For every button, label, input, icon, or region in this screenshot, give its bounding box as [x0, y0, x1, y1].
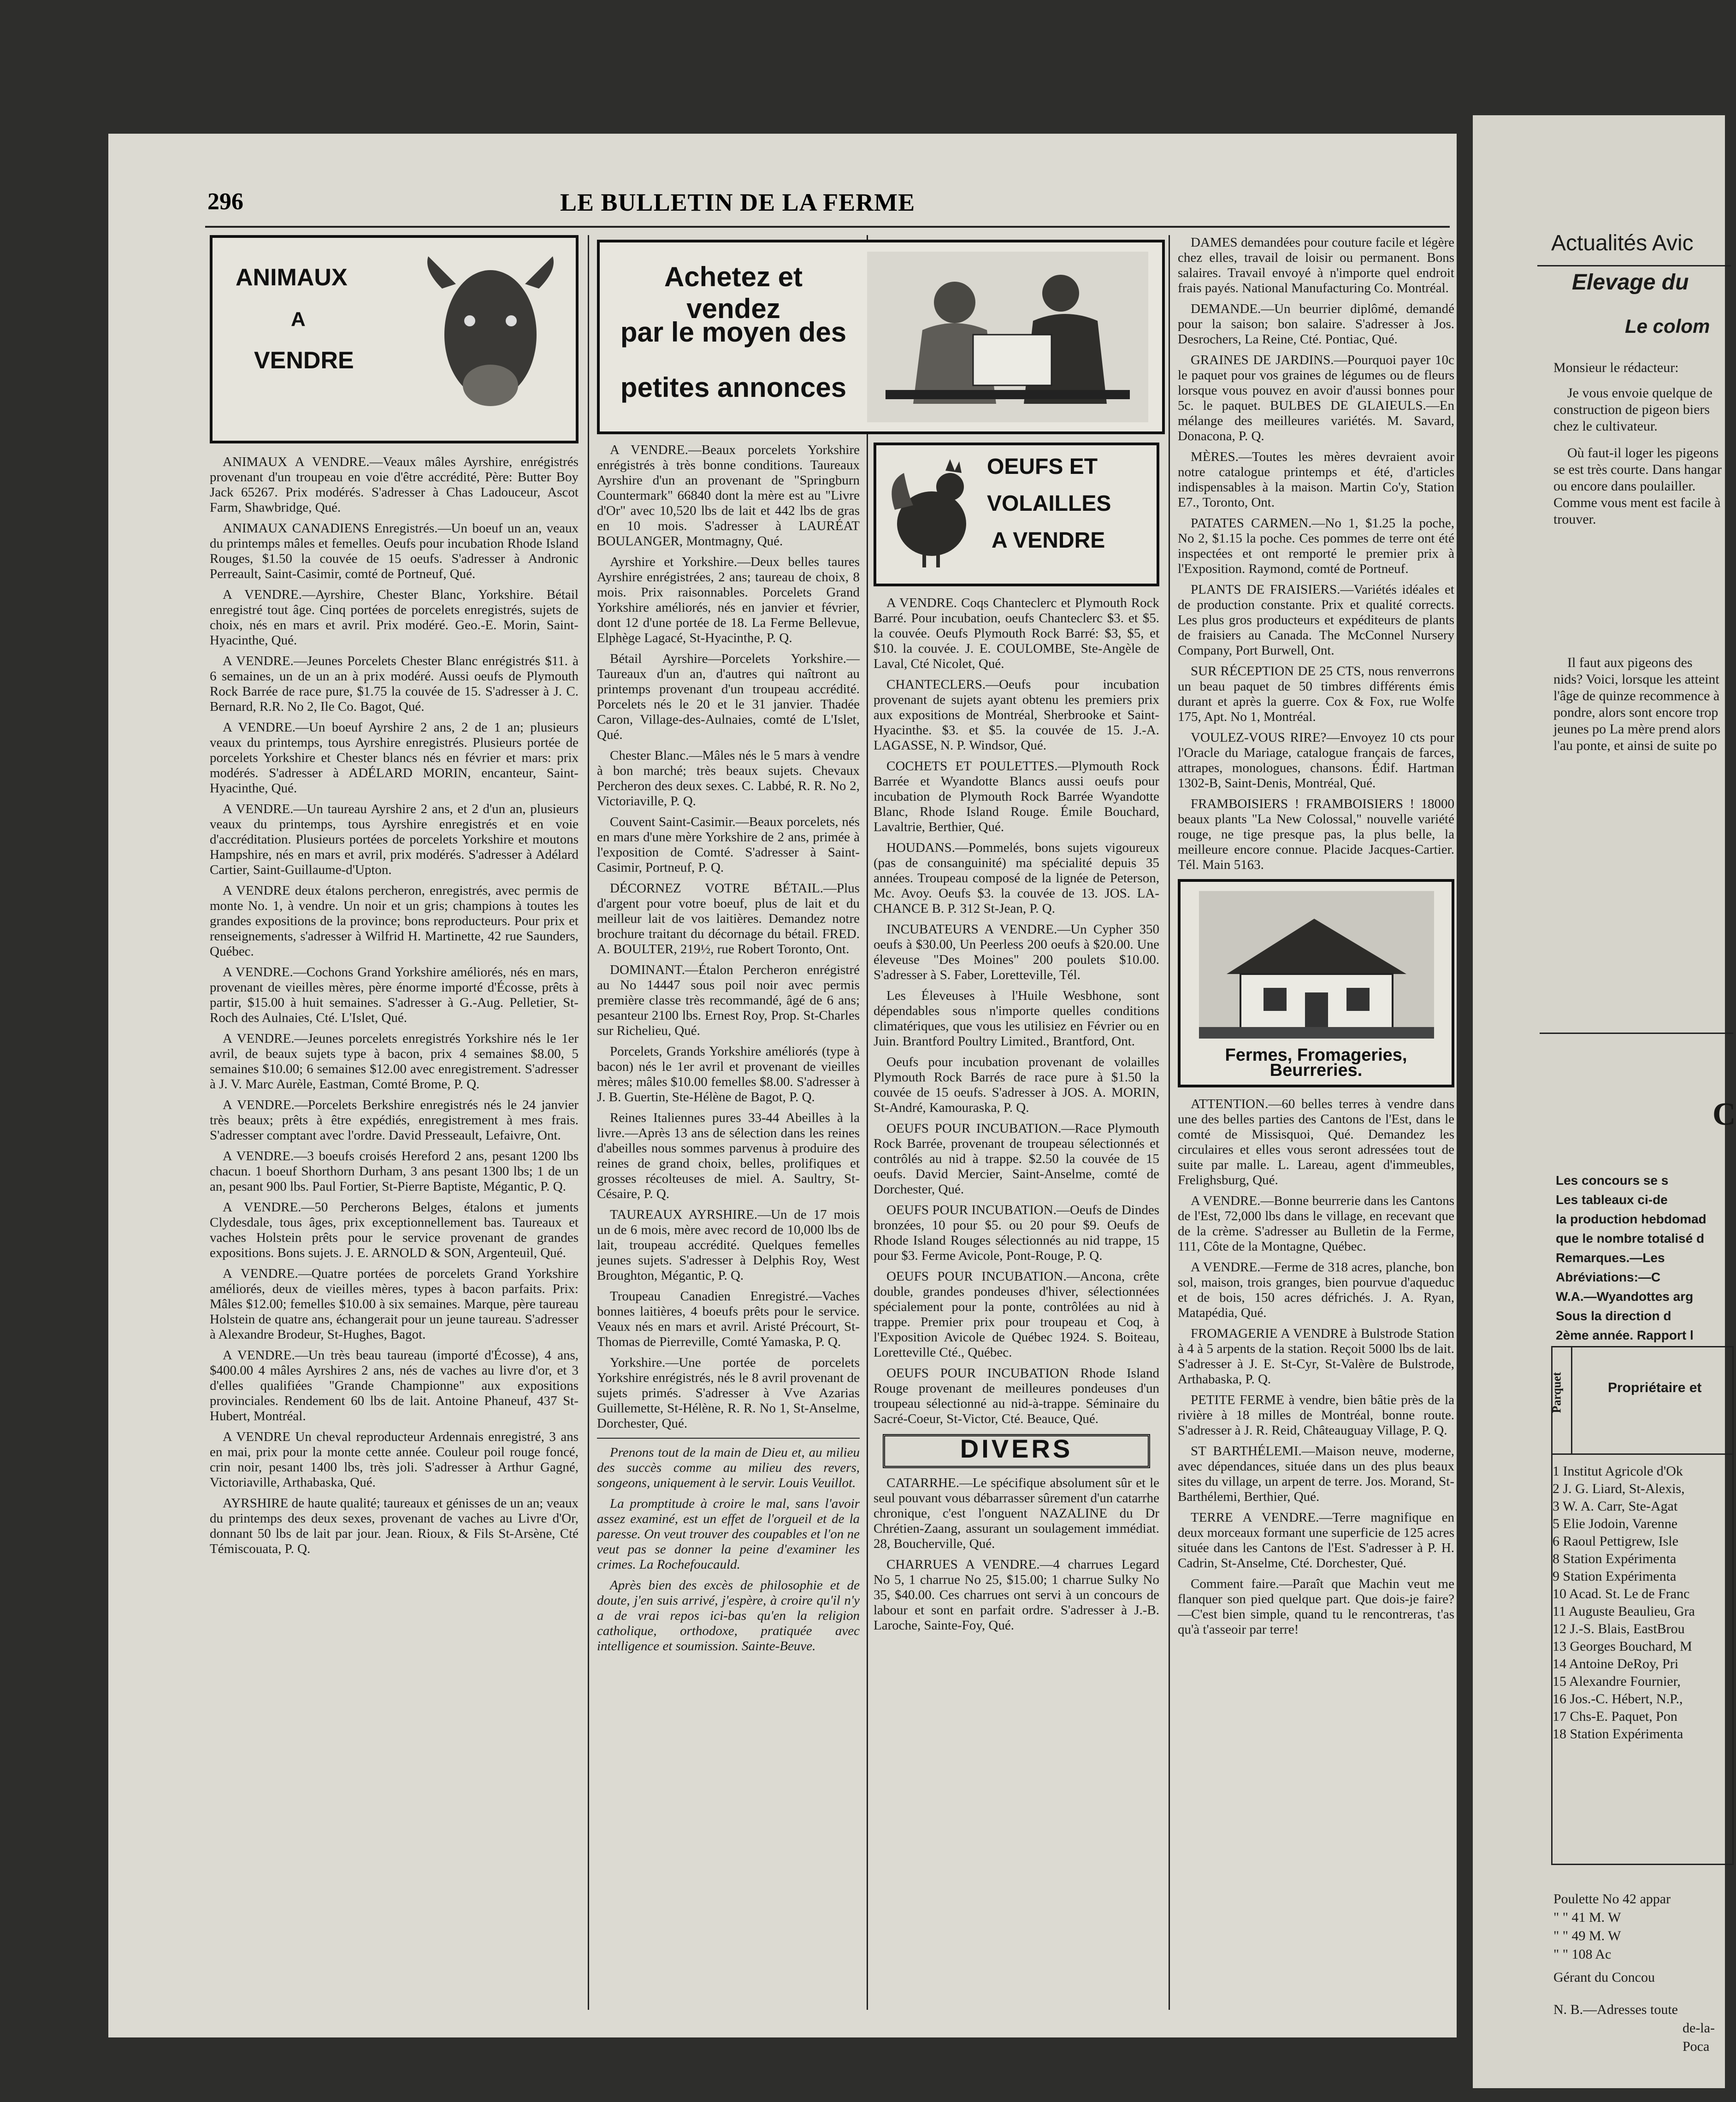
classified-ad: PLANTS DE FRAISIERS.—Variétés idéales et de production constante. Prix et qualité corrects. Les plus gros producteurs et expéditeurs de plants de fraisiers au Canada. The McConnel Nursery Company, Port Burwell, Ont.: [1178, 582, 1454, 658]
classified-ad: Reines Italiennes pures 33-44 Abeilles à la livre.—Après 13 ans de sélection dans les reines d'abeilles nous sommes parvenus à produire des reines de grand choix, belles, prolifiques et grosses récolteuses de miel. A. Saultry, St-Césaire, P. Q.: [597, 1110, 860, 1201]
classified-ad: TAUREAUX AYRSHIRE.—Un de 17 mois un de 6 mois, mère avec record de 10,000 lbs de lait, troupeau accrédité. Quelques femelles jeunes sujets. S'adresser à Delphis Roy, West Broughton, Mégantic, P. Q.: [597, 1207, 860, 1283]
classified-ad: A VENDRE deux étalons percheron, enregistrés, avec permis de monte No. 1, à vendre. Un noir et un gris; champions à toutes les grandes expositions de la province; bons reproducteurs. Pour prix et renseignements, s'adresser à Wilfrid H. Martinette, 42 rue Saunders, Québec.: [210, 883, 579, 959]
classified-ad: A VENDRE.—3 boeufs croisés Hereford 2 ans, pesant 1200 lbs chacun. 1 boeuf Shorthorn Durham, 3 ans pesant 1300 lbs; 1 de un an, pesant 900 lbs. Paul Fortier, St-Pierre Baptiste, Mégantic, P. Q.: [210, 1149, 579, 1194]
couple-reading-illustration: [867, 252, 1148, 422]
classified-ad: A VENDRE.—50 Percherons Belges, étalons et juments Clydesdale, tous âges, prix exceptionnellement bas. Taureaux et vaches Holstein prêts pour le service provenant de grandes expositions. Bons sujets. J. E. ARNOLD & SON, Argenteuil, Qué.: [210, 1200, 579, 1260]
classified-ad: INCUBATEURS A VENDRE.—Un Cypher 350 oeufs à $30.00, Un Peerless 200 oeufs à $20.00. Une éleveuse "Des Moines" 200 poulets $10.00. S'adresser à S. Faber, Loretteville, Tél.: [874, 922, 1159, 982]
table-row: 14 Antoine DeRoy, Pri: [1553, 1656, 1679, 1671]
classified-ad: GRAINES DE JARDINS.—Pourquoi payer 10c le paquet pour vos graines de légumes ou de fleurs lorsque vous pouvez en avoir d'aussi bonnes pour 5c. le paquet. BULBES DE GLAIEULS.—En mélange des meilleures variétés. M. Savard, Donacona, P. Q.: [1178, 353, 1454, 443]
classified-ad: A VENDRE.—Bonne beurrerie dans les Cantons de l'Est, 72,000 lbs dans le village, en recevant que de la crème. S'adresser au Bulletin de la Ferme, 111, Côte de la Montagne, Québec.: [1178, 1193, 1454, 1254]
table-row: 18 Station Expérimenta: [1553, 1726, 1683, 1742]
classified-ad: Les Éleveuses à l'Huile Wesbhone, sont dépendables sous n'importe quelles conditions climatériques, que vous les utilisiez en Février ou en Juin. Brantford Poultry Limited., Brantford, Ont.: [874, 988, 1159, 1049]
classified-ad: AYRSHIRE de haute qualité; taureaux et génisses de un an; veaux du printemps des deux sexes, provenant de vaches au Livre d'Or, donnant 50 lbs de lait par jour. Jean. Rioux, & Fils St-Arsène, Cté Témiscouata, P. Q.: [210, 1496, 579, 1556]
table-row: 6 Raoul Pettigrew, Isle: [1553, 1534, 1679, 1549]
table-row: 15 Alexandre Fournier,: [1553, 1674, 1681, 1689]
classified-ad: MÈRES.—Toutes les mères devraient avoir notre catalogue printemps et été, d'articles indispensables à la maison. Martin Co'y, Station E7., Toronto, Ont.: [1178, 449, 1454, 510]
table-row: 2 J. G. Liard, St-Alexis,: [1553, 1481, 1685, 1496]
table-row: 10 Acad. St. Le de Franc: [1553, 1586, 1690, 1601]
classified-ad: PATATES CARMEN.—No 1, $1.25 la poche, No 2, $1.15 la poche. Ces pommes de terre ont été inspectées et ont remporté le premier prix à l'Exposition. Raymond, comté de Portneuf.: [1178, 516, 1454, 576]
classified-ad: A VENDRE.—Un très beau taureau (importé d'Écosse), 4 ans, $400.00 4 mâles Ayrshires 2 ans, nés de vaches au livre d'or, et 3 d'elles qualifiées "Grande Championne" aux expositions provinciales. Rendement 60 lbs de lait. Antoine Phaneuf, 437 St-Hubert, Montréal.: [210, 1348, 579, 1423]
classified-ad: OEUFS POUR INCUBATION.—Race Plymouth Rock Barrée, provenant de troupeau sélectionnés et contrôlés au nid à trappe. $2.50 la couvée de 15 oeufs. David Mercier, Saint-Anselme, comté de Dorchester, Qué.: [874, 1121, 1159, 1197]
classified-ad: DÉCORNEZ VOTRE BÉTAIL.—Plus d'argent pour votre boeuf, plus de lait et du meilleur lait de vos laitières. Demandez notre brochure traitant du décornage du bétail. FRED. A. BOULTER, 219½, rue Robert Toronto, Ont.: [597, 881, 860, 957]
classified-ad: A VENDRE.—Porcelets Berkshire enregistrés nés le 24 janvier très beaux; prêts à être expédiés, enregistrement à mes frais. S'adresser comptant avec l'ordre. David Presseault, Lefaivre, Ont.: [210, 1098, 579, 1143]
column-rule: [1169, 235, 1170, 2010]
adjacent-page: Actualités Avic Elevage du Le colom Monsieur le rédacteur: Je vous envoie quelque de construction de pigeon biers chez le cultivateur. Où faut-il loger les pigeons se est très courte. Dans hangar ou encore dans poulailler. Comme vous ment est facile à trouver. Il faut aux pigeons des nids? Voici, lorsque les atteint l'âge de quinze recommence à pondre, alors sont encore trop jeunes po La mère prend alors l'au ponte, et ainsi de suite po C Les concours se s Les tableaux ci-de la production hebdomad que le nombre totalisé d Remarques.—Les Abréviations:—C W.A.—Wyandottes arg Sous la direction d 2ème année. Rapport l Parquet Propriétaire et 1 Institut Agricole d'Ok 2 J. G. Liard, St-Alexis, 3 W. A. Carr, Ste-Agat 5 Elie Jodoin, Varenne 6 Raoul Pettigrew, Isle 8 Station Expérimenta 9 Station Expérimenta 10 Acad. St. Le de Franc 11 Auguste Beaulieu, Gra 12 J.-S. Blais, EastBrou 13 Georges Bouchard, M 14 Antoine DeRoy, Pri 15 Alexandre Fournier, 16 Jos.-C. Hébert, N.P., 17 Chs-E. Paquet, Pon 18 Station Expérimenta Poulette No 42 appar " " 41 M. W " " 49 M. W " " 108 Ac Gérant du Concou N. B.—Adresses toute de-la-Poca: [1473, 115, 1725, 2088]
classified-ad: A VENDRE.—Un taureau Ayrshire 2 ans, et 2 d'un an, plusieurs veaux du printemps, tous Ayrshire enregistrés et en voie d'accréditation. Plusieurs portées de porcelets Yorkshire et moutons Hampshire, nés en mars et avril, prix modérés. S'adresser à Adélard Cartier, Saint-Guillaume-d'Upton.: [210, 802, 579, 877]
farmhouse-illustration: [1199, 891, 1434, 1039]
classified-ad: HOUDANS.—Pommelés, bons sujets vigoureux (pas de consanguinité) ma spécialité depuis 35 années. Troupeau composé de la lignée de Peterson, Mc. Avoy. Oeufs $3. la couvée de 13. JOS. LA-CHANCE B. P. 312 St-Jean, P. Q.: [874, 840, 1159, 916]
column-4: [1178, 235, 1454, 2010]
classified-ad: CATARRHE.—Le spécifique absolument sûr et le seul pouvant vous débarrasser sûrement d'un catarrhe chronique, c'est l'onguent NAZALINE du Dr Chrétien-Zaang, assurant un soulagement immédiat. 28, Boucherville, Qué.: [874, 1476, 1159, 1551]
header-rule: [205, 226, 1450, 228]
classified-ad: A VENDRE.—Un boeuf Ayrshire 2 ans, 2 de 1 an; plusieurs veaux du printemps, tous Ayrshire enregistrés. Plusieurs portée de porcelets Yorkshire et Chester blancs nés en février et mars: prix modérés. S'adresser à ADÉLARD MORIN, encanteur, Saint-Hyacinthe, Qué.: [210, 720, 579, 796]
table-row: 17 Chs-E. Paquet, Pon: [1553, 1709, 1677, 1724]
classified-ad: A VENDRE Un cheval reproducteur Ardennais enregistré, 3 ans en mai, prix pour la monte cette année. Couleur poil rouge foncé, crin noir, pesant 1400 lbs, très joli. S'adresser à Arthur Gagné, Victoriaville, Arthabaska, Qué.: [210, 1429, 579, 1490]
classified-ad: Après bien des excès de philosophie et de doute, j'en suis arrivé, j'espère, à croire qu'il n'y a de vrai repos ici-bas qu'en la religion catholique, orthodoxe, pratiquée avec intelligence et soumission. Sainte-Beuve.: [597, 1578, 860, 1653]
bull-head-icon: [424, 256, 557, 413]
classified-ad: OEUFS POUR INCUBATION Rhode Island Rouge provenant de meilleures pondeuses d'un troupeau sélectionné au nid-à-trappe. Séminaire du Sacré-Coeur, St-Victor, Cté. Beauce, Qué.: [874, 1366, 1159, 1426]
classified-ad: Yorkshire.—Une portée de porcelets Yorkshire enrégistrés, nés le 8 avril provenant de sujets primés. S'adresser à Vve Azarias Guillemette, St-Hélène, R. R. No 1, St-Anselme, Dorchester, Qué.: [597, 1355, 860, 1431]
table-rows: [1553, 1463, 1695, 1743]
classified-ad: Couvent Saint-Casimir.—Beaux porcelets, nés en mars d'une mère Yorkshire de 2 ans, primée à l'exposition de Comté. S'adresser à Saint-Casimir, Portneuf, P. Q.: [597, 815, 860, 875]
rooster-icon: [886, 455, 978, 570]
classified-ad: A VENDRE.—Ayrshire, Chester Blanc, Yorkshire. Bétail enregistré tout âge. Cinq portées de porcelets enregistrés, sujets de choix, nés en mars et avril. Prix modéré. Geo.-E. Morin, Saint-Hyacinthe, Qué.: [210, 587, 579, 648]
classified-ad: ANIMAUX CANADIENS Enregistrés.—Un boeuf un an, veaux du printemps mâles et femelles. Oeufs pour incubation Rhode Island Rouges, $1.50 la couvée de 15 oeufs. S'adresser à Andronic Perreault, Saint-Casimir, comté de Portneuf, Qué.: [210, 521, 579, 581]
classified-ad: Porcelets, Grands Yorkshire améliorés (type à bacon) nés le 1er avril et provenant de vieilles mères; mâles $10.00 femelles $8.00. S'adresser à J. B. Guertin, Ste-Hélène de Bagot, P. Q.: [597, 1044, 860, 1104]
classified-ad: Bétail Ayrshire—Porcelets Yorkshire.—Taureaux d'un an, d'autres qui naîtront au printemps provenant d'un troupeau accrédité. Porcelets nés le 20 et le 31 janvier. Thadée Caron, Village-des-Aulnaies, comté de L'Islet, Qué.: [597, 651, 860, 742]
classified-ad: A VENDRE.—Jeunes Porcelets Chester Blanc enrégistrés $11. à 6 semaines, un de un an à prix modéré. Aussi oeufs de Plymouth Rock Barrée de race pure, $1.75 la couvée de 15. S'adresser à J. C. Bernard, R.R. No 2, Ile Co. Bagot, Qué.: [210, 654, 579, 714]
newspaper-page: [108, 134, 1457, 2037]
table-row: 12 J.-S. Blais, EastBrou: [1553, 1621, 1685, 1636]
classified-ad: OEUFS POUR INCUBATION.—Oeufs de Dindes bronzées, 10 pour $5. ou 20 pour $9. Oeufs de Rhode Island Rouges sélectionnés au nid trappe, 15 pour $3. Ferme Avicole, Pont-Rouge, P. Q.: [874, 1203, 1159, 1263]
fermes-box: [1178, 879, 1454, 1087]
page-number: 296: [207, 189, 243, 215]
table-row: 5 Elie Jodoin, Varenne: [1553, 1516, 1678, 1531]
divers-box: DIVERS: [883, 1434, 1150, 1468]
classified-ad: CHANTECLERS.—Oeufs pour incubation provenant de sujets ayant obtenu les premiers prix aux expositions de Montréal, Sherbrooke et Saint-Hyacinthe. $3. et $5. la couvée de 15. J.-A. LAGASSE, N. P. Windsor, Qué.: [874, 677, 1159, 753]
classified-ad: FROMAGERIE A VENDRE à Bulstrode Station à 4 à 5 arpents de la station. Reçoit 5000 lbs de lait. S'adresser à J. E. St-Cyr, St-Valère de Bulstrode, Arthabaska, P. Q.: [1178, 1326, 1454, 1387]
classified-ad: CHARRUES A VENDRE.—4 charrues Legard No 5, 1 charrue No 25, $15.00; 1 charrue Sulky No 35, $40.00. Ces charrues ont servi à un concours de labour et sont en parfait ordre. S'adresser à J.-B. Laroche, Sainte-Foy, Qué.: [874, 1557, 1159, 1633]
petites-annonces-box: Achetez et vendez par le moyen des petites annonces: [597, 240, 1165, 434]
classified-ad: A VENDRE.—Jeunes porcelets enregistrés Yorkshire nés le 1er avril, de beaux sujets type à bacon, prix 4 semaines $8.00, 5 semaines $10.00; 6 semaines $12.00 avec enregistrement. S'adresser à J. V. Marc Aurèle, Eastman, Comté Brome, P. Q.: [210, 1031, 579, 1092]
classified-ad: Oeufs pour incubation provenant de volailles Plymouth Rock Barrés de race pure à $1.50 la couvée de 15 oeufs. S'adresser à JOS. A. MORIN, St-André, Kamouraska, P. Q.: [874, 1055, 1159, 1115]
table-row: 16 Jos.-C. Hébert, N.P.,: [1553, 1691, 1683, 1706]
table-row: 9 Station Expérimenta: [1553, 1569, 1677, 1584]
classified-ad: COCHETS ET POULETTES.—Plymouth Rock Barrée et Wyandotte Blancs aussi oeufs pour incubation de Plymouth Rock Barrée Wyandotte Blanc, Rhode Island Rouge. Émile Bouchard, Lavaltrie, Berthier, Qué.: [874, 759, 1159, 834]
table-row: 13 Georges Bouchard, M: [1553, 1639, 1692, 1654]
classified-ad: VOULEZ-VOUS RIRE?—Envoyez 10 cts pour l'Oracle du Mariage, catalogue français de farces, attrapes, monologues, chansons. Édif. Hartman 1302-B, Saint-Denis, Montréal, Qué.: [1178, 730, 1454, 791]
table-row: 1 Institut Agricole d'Ok: [1553, 1464, 1683, 1479]
classified-ad: ST BARTHÉLEMI.—Maison neuve, moderne, avec dépendances, située dans un des plus beaux sites du village, un arpent de terre. Jos. Morand, St-Barthélemi, Berthier, Qué.: [1178, 1444, 1454, 1504]
classified-ad: SUR RÉCEPTION DE 25 CTS, nous renverrons un beau paquet de 50 timbres différents émis durant et après la guerre. Cox & Fox, rue Wolfe 175, Apt. No 1, Montréal.: [1178, 664, 1454, 724]
table-row: 3 W. A. Carr, Ste-Agat: [1553, 1499, 1678, 1514]
column-2: [597, 443, 860, 2010]
page-title: LE BULLETIN DE LA FERME: [560, 189, 915, 216]
classified-ad: A VENDRE.—Cochons Grand Yorkshire améliorés, nés en mars, provenant de vieilles mères, père énorme importé d'Écosse, prêts à partir, $15.00 à huit semaines. S'adresser à G.-Aug. Pelletier, St-Roch des Aulnaies, Cté. L'Islet, Qué.: [210, 965, 579, 1025]
classified-ad: A VENDRE. Coqs Chanteclerc et Plymouth Rock Barré. Pour incubation, oeufs Chanteclerc $3. et $5. la couvée. Oeufs Plymouth Rock Barré: $3, $5, et $10. la couvée. J. E. COULOMBE, Ste-Angèle de Laval, Cté Nicolet, Qué.: [874, 596, 1159, 671]
classified-ad: PETITE FERME à vendre, bien bâtie près de la rivière à 18 milles de Montréal, bonne route. S'adresser à J. R. Reid, Châteauguay Village, P. Q.: [1178, 1393, 1454, 1438]
classified-ad: A VENDRE.—Beaux porcelets Yorkshire enrégistrés à très bonne conditions. Taureaux Ayrshire d'un an provenant de "Springburn Countermark" 66840 dont la mère est au "Livre d'Or" avec 10,520 lbs de lait et 442 lbs de gras en 10 mois. S'adresser à LAURÉAT BOULANGER, Montmagny, Qué.: [597, 443, 860, 549]
column-rule: [588, 235, 589, 2010]
classified-ad: Comment faire.—Paraît que Machin veut me flanquer son pied quelque part. Que dois-je faire? —C'est bien simple, quand tu le rencontreras, t'as qu'à t'asseoir par terre!: [1178, 1576, 1454, 1637]
classified-ad: FRAMBOISIERS ! FRAMBOISIERS ! 18000 beaux plants "La New Colossal," nouvelle variété rouge, ne tige presque pas, la plus belle, la meilleure encore connue. Placide Jacques-Cartier. Tél. Main 5163.: [1178, 797, 1454, 872]
classified-ad: DEMANDE.—Un beurrier diplômé, demandé pour la saison; bon salaire. S'adresser à Jos. Desrochers, La Reine, Cté. Pontiac, Qué.: [1178, 301, 1454, 347]
column-1: [210, 235, 579, 2010]
table-row: 8 Station Expérimenta: [1553, 1551, 1677, 1566]
classified-ad: A VENDRE.—Quatre portées de porcelets Grand Yorkshire améliorés, deux de vieilles mères, types à bacon parfaits. Prix: Mâles $12.00; femelles $10.00 à six semaines. Marque, père taureau Holstein de quatre ans, échangerait pour un jeune taureau. S'adresser à Alexandre Brodeur, St-Hughes, Bagot.: [210, 1266, 579, 1342]
contest-notes: Les concours se s Les tableaux ci-de la production hebdomad que le nombre totalisé d Remarques.—Les Abréviations:—C W.A.—Wyandottes arg Sous la direction d 2ème année. Rapport l: [1556, 1173, 1706, 1342]
classified-ad: TERRE A VENDRE.—Terre magnifique en deux morceaux formant une superficie de 125 acres située dans les Cantons de l'Est. S'adresser à P. H. Cadrin, St-Anselme, Cté. Dorchester, Qué.: [1178, 1510, 1454, 1571]
classified-ad: A VENDRE.—Ferme de 318 acres, planche, bon sol, maison, trois granges, bien pourvue d'aqueduc et de bois, 150 acres défrichés. J. A. Ryan, Matapédia, Qué.: [1178, 1260, 1454, 1320]
animaux-title: ANIMAUX: [236, 264, 348, 291]
animaux-box: ANIMAUX A VENDRE: [210, 235, 579, 443]
column-rule: [867, 235, 868, 2010]
classified-ad: Troupeau Canadien Enregistré.—Vaches bonnes laitières, 4 boeufs prêts pour le service. Veaux nés en mars et avril. Aristé Précourt, St-Thomas de Pierreville, Comté Yamaska, P. Q.: [597, 1289, 860, 1349]
classified-ad: DAMES demandées pour couture facile et légère chez elles, travail de loisir ou permanent. Bons salaires. Travail envoyé à n'importe quel endroit frais payés. National Manufacturing Co. Montréal.: [1178, 235, 1454, 295]
classified-ad: DOMINANT.—Étalon Percheron enrégistré au No 14447 sous poil noir avec permis première classe très recommandé, âgé de 6 ans; pesanteur 2100 lbs. Ernest Roy, Prop. St-Charles sur Richelieu, Qué.: [597, 962, 860, 1038]
classified-ad: OEUFS POUR INCUBATION.—Ancona, crête double, grandes pondeuses d'hiver, sélectionnées spécialement pour la ponte, contrôlées au nid à trappe. Premier prix pour troupeau et Coq, à l'Exposition Avicole de Québec 1924. S. Boiteau, Loretteville Cté., Québec.: [874, 1269, 1159, 1360]
classified-ad: ANIMAUX A VENDRE.—Veaux mâles Ayrshire, enrégistrés provenant d'un troupeau en voie d'être accrédité, Père: Butter Boy Jack 65267. Prix modérés. S'adresser à Chas Ladouceur, Ascot Farm, Shawbridge, Qué.: [210, 455, 579, 515]
classified-ad: ATTENTION.—60 belles terres à vendre dans une des belles parties des Cantons de l'Est, dans le comté de Missisquoi, Qué. Demandez les circulaires et elles vous seront adressées tout de suite par malle. L. Lareau, agent d'immeubles, Frelighsburg, Qué.: [1178, 1097, 1454, 1187]
column-3: [874, 443, 1159, 2010]
contest-footer: Poulette No 42 appar " " 41 M. W " " 49 M. W " " 108 Ac Gérant du Concou N. B.—Adresses toute de-la-Poca: [1553, 1891, 1715, 2054]
classified-ad: Ayrshire et Yorkshire.—Deux belles taures Ayrshire enrégistrées, 2 ans; taureau de choix, 8 mois. Prix raisonnables. Porcelets Grand Yorkshire améliorés, nés en janvier et février, dont 12 d'une portée de 18. La Ferme Bellevue, Elphège Lagacé, St-Hyacinthe, P. Q.: [597, 555, 860, 645]
classified-ad: Prenons tout de la main de Dieu et, au milieu des succès comme au milieu des revers, songeons, uniquement à le servir. Louis Veuillot.: [597, 1445, 860, 1490]
fermes-caption: Fermes, Fromageries, Beurreries.: [1225, 1045, 1407, 1080]
divider: [597, 1438, 860, 1439]
table-row: 11 Auguste Beaulieu, Gra: [1553, 1604, 1695, 1619]
oeufs-box: OEUFS ET VOLAILLES A VENDRE: [874, 443, 1159, 586]
contest-table: Parquet Propriétaire et 1 Institut Agricole d'Ok 2 J. G. Liard, St-Alexis, 3 W. A. Carr, Ste-Agat 5 Elie Jodoin, Varenne 6 Raoul Pettigrew, Isle 8 Station Expérimenta 9 Station Expérimenta 10 Acad. St. Le de Franc 11 Auguste Beaulieu, Gra 12 J.-S. Blais, EastBrou 13 Georges Bouchard, M 14 Antoine DeRoy, Pri 15 Alexandre Fournier, 16 Jos.-C. Hébert, N.P., 17 Chs-E. Paquet, Pon 18 Station Expérimenta: [1551, 1346, 1734, 1865]
classified-ad: Chester Blanc.—Mâles nés le 5 mars à vendre à bon marché; très beaux sujets. Chevaux Percheron des deux sexes. C. Labbé, R. R. No 2, Victoriaville, P. Q.: [597, 748, 860, 809]
classified-ad: La promptitude à croire le mal, sans l'avoir assez examiné, est un effet de l'orgueil et de la paresse. On veut trouver des coupables et l'on ne veut pas se donner la peine d'examiner les crimes. La Rochefoucauld.: [597, 1496, 860, 1572]
